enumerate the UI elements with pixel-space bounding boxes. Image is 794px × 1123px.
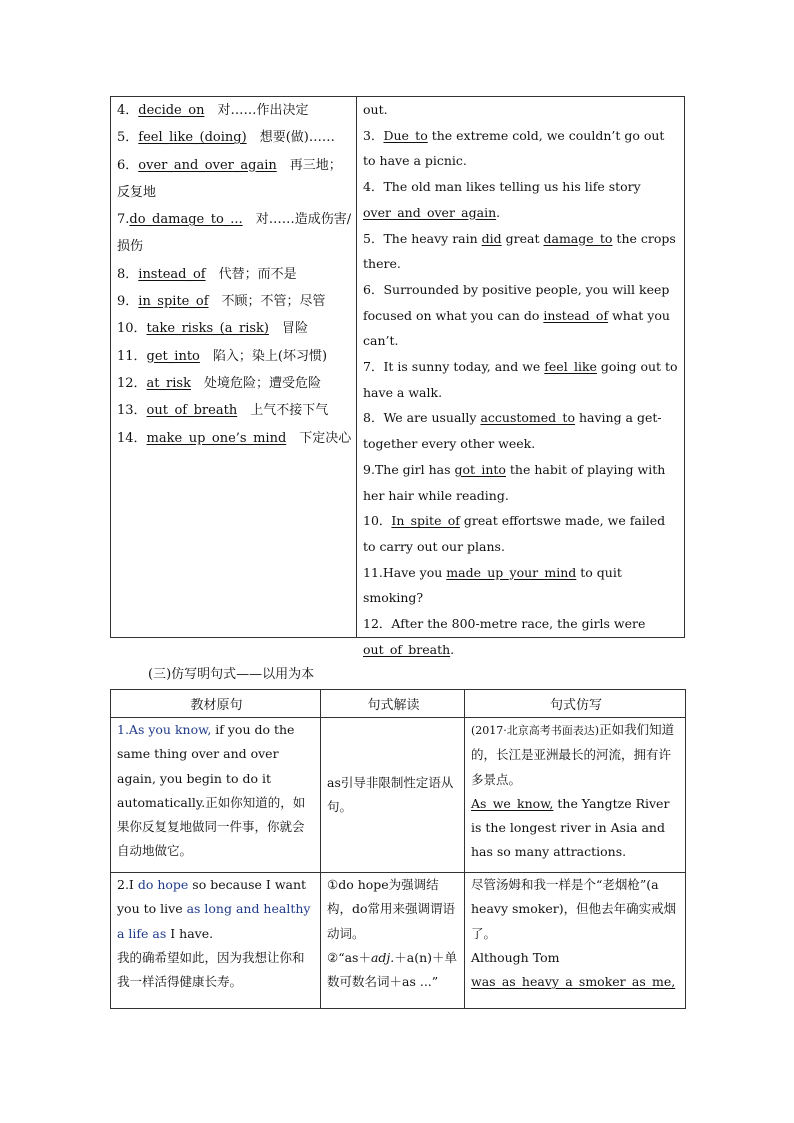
- analysis-cell: as引导非限制性定语从句。: [321, 718, 465, 873]
- phrase-item: 5．feel_like_(doing) 想要(做)……: [117, 130, 335, 146]
- phrase-item: 6．over_and_over_again 再三地；反复地: [117, 157, 342, 200]
- exercise-item: 8．We are usually accustomed_to having a get-together every other week.: [363, 410, 662, 452]
- table-header-row: [111, 690, 686, 718]
- exercise-item: 7．It is sunny today, and we feel_like going out to have a walk.: [363, 359, 678, 400]
- exercise-list: [357, 97, 684, 657]
- exercise-item: 5．The heavy rain did great damage_to the crops there.: [363, 230, 676, 272]
- exercise-item: 4．The old man likes telling us his life story over_and_over_again.: [363, 179, 641, 220]
- phrase-item: 9．in_spite_of 不顾；不管；尽管: [117, 294, 326, 310]
- phrase-item: 8．instead_of 代替；而不是: [117, 266, 297, 282]
- original-sentence-cell: 2.I do hope so because I want you to live as long and healthy a life as I have. 我的确希望如此，因为我想让你和我一样活得健康长寿。: [111, 873, 321, 1009]
- phrase-list: [111, 97, 357, 637]
- phrase-item: 14．make_up_one’s_mind 下定决心: [117, 430, 352, 446]
- phrase-item: 4．decide_on 对……作出决定: [117, 103, 309, 118]
- exercise-item: out.: [363, 102, 388, 117]
- table-row: [111, 873, 686, 1009]
- vocabulary-table: [110, 96, 685, 657]
- exercise-item: 6．Surrounded by positive people, you will keep focused on what you can do instead_of what you can’t.: [363, 281, 670, 349]
- header-imitation: 句式仿写: [465, 690, 686, 718]
- exercise-item: 11.Have you made_up_your_mind to quit smoking?: [363, 564, 622, 606]
- phrase-item: 12．at_risk 处境危险；遭受危险: [117, 375, 321, 391]
- exercise-item: 10．In_spite_of great effortswe made, we failed to carry out our plans.: [363, 513, 666, 554]
- header-analysis: 句式解读: [321, 690, 465, 718]
- imitation-cell: 尽管汤姆和我一样是个“老烟枪”(a heavy smoker)，但他去年确实戒烟了。 Although Tom was_as_heavy_a_smoker_as_me,: [465, 873, 686, 1009]
- exercise-item: 9.The girl has got_into the habit of playing with her hair while reading.: [363, 461, 666, 503]
- table-row: [111, 718, 686, 873]
- exercise-item: 3．Due_to the extreme cold, we couldn’t go out to have a picnic.: [363, 127, 665, 169]
- phrase-item: 7.do_damage_to_... 对……造成伤害/损伤: [117, 212, 352, 255]
- imitation-cell: (2017·北京高考书面表达)正如我们知道的，长江是亚洲最长的河流，拥有许多景点。 As_we_know, the Yangtze River is the longest river in Asia and has so many attractions.: [465, 718, 686, 873]
- header-original: 教材原句: [111, 690, 321, 718]
- exercise-item: 12．After the 800-metre race, the girls were out_of_breath.: [363, 616, 646, 657]
- phrase-item: 10．take_risks_(a_risk) 冒险: [117, 321, 309, 337]
- phrase-item: 13．out_of_breath 上气不接下气: [117, 403, 329, 419]
- analysis-cell: ①do hope为强调结构，do常用来强调谓语动词。 ②“as＋adj.＋a(n)＋单数可数名词＋as ...”: [321, 873, 465, 1009]
- original-sentence-cell: 1.As you know, if you do the same thing over and over again, you begin to do it automatically.正如你知道的，如果你反复复地做同一件事，你就会自动地做它。: [111, 718, 321, 873]
- sentence-pattern-table: [110, 689, 686, 1009]
- section-title: (三)仿写明句式——以用为本: [148, 667, 315, 682]
- phrase-item: 11．get_into 陷入；染上(坏习惯): [117, 348, 328, 364]
